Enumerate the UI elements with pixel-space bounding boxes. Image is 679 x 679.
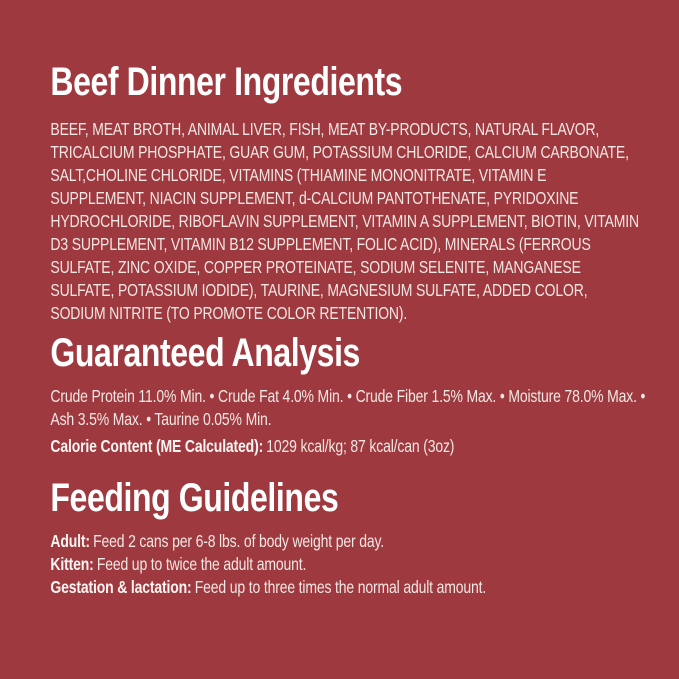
guaranteed-analysis-values: Crude Protein 11.0% Min. • Crude Fat 4.0% Min. • Crude Fiber 1.5% Max. • Moisture 78.0% Max. • Ash 3.5% Max. • Taurine 0.05% Min.: [50, 386, 646, 429]
feeding-guideline-kitten-text: Feed up to twice the adult amount.: [96, 554, 307, 574]
feeding-guidelines-title: Feeding Guidelines: [50, 476, 339, 520]
feeding-guideline-gestation-label: Gestation & lactation:: [50, 577, 192, 597]
feeding-guideline-adult: [50, 530, 658, 553]
calorie-content-label: Calorie Content (ME Calculated):: [50, 436, 264, 456]
guaranteed-analysis-section: [50, 333, 679, 458]
ingredients-title: Beef Dinner Ingredients: [50, 60, 403, 104]
feeding-guideline-adult-label: Adult:: [50, 531, 90, 551]
feeding-guideline-gestation: [50, 576, 658, 599]
feeding-guideline-kitten-label: Kitten:: [50, 554, 94, 574]
feeding-guideline-gestation-text: Feed up to three times the normal adult amount.: [194, 577, 487, 597]
calorie-content-value: 1029 kcal/kg; 87 kcal/can (3oz): [266, 436, 455, 456]
ingredients-section: [50, 62, 679, 325]
calorie-content-line: [50, 435, 658, 458]
feeding-guidelines-list: [50, 530, 679, 599]
feeding-guidelines-section: [50, 478, 679, 599]
feeding-guideline-kitten: [50, 553, 658, 576]
guaranteed-analysis-title: Guaranteed Analysis: [50, 331, 360, 375]
ingredients-list: BEEF, MEAT BROTH, ANIMAL LIVER, FISH, MEAT BY-PRODUCTS, NATURAL FLAVOR, TRICALCIUM PHOSPHATE, GUAR GUM, POTASSIUM CHLORIDE, CALCIUM CARBONATE, SALT,CHOLINE CHLORIDE, VITAMINS (THIAMINE MONONITRATE, VITAMIN E SUPPLEMENT, NIACIN SUPPLEMENT, d-CALCIUM PANTOTHENATE, PYRIDOXINE HYDROCHLORIDE, RIBOFLAVIN SUPPLEMENT, VITAMIN A SUPPLEMENT, BIOTIN, VITAMIN D3 SUPPLEMENT, VITAMIN B12 SUPPLEMENT, FOLIC ACID), MINERALS (FERROUS SULFATE, ZINC OXIDE, COPPER PROTEINATE, SODIUM SELENITE, MANGANESE SULFATE, POTASSIUM IODIDE), TAURINE, MAGNESIUM SULFATE, ADDED COLOR, SODIUM NITRITE (TO PROMOTE COLOR RETENTION).: [50, 119, 639, 323]
feeding-guideline-adult-text: Feed 2 cans per 6-8 lbs. of body weight per day.: [93, 531, 384, 551]
